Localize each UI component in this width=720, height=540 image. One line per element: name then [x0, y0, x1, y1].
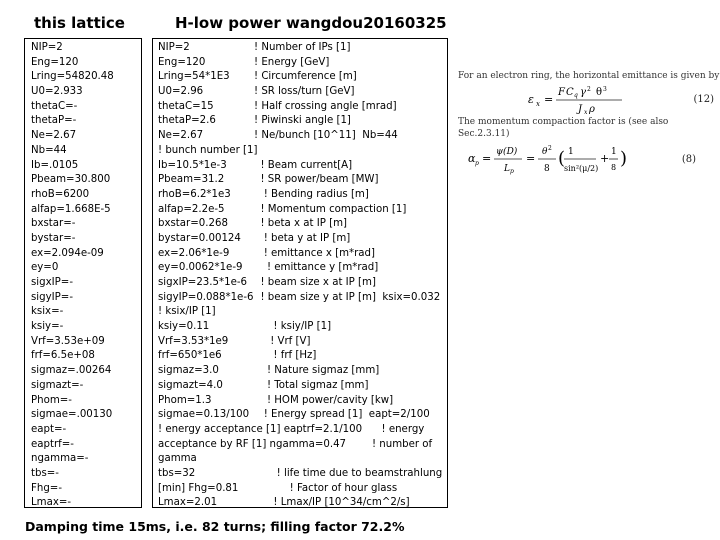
- right-parameter-line: [158, 335, 447, 350]
- parameter-comment: ! SR power/beam [MW]: [254, 174, 379, 186]
- svg-text:2: 2: [548, 145, 552, 152]
- right-title: H-low power wangdou20160325: [175, 14, 447, 32]
- left-parameter-line: ex=2.094e-09: [31, 247, 104, 259]
- svg-text:1: 1: [611, 147, 617, 157]
- left-parameter-line: rhoB=6200: [31, 188, 90, 200]
- right-parameter-line: [158, 452, 447, 467]
- left-parameter-line: Fhg=-: [31, 482, 62, 494]
- parameter-comment: ! Total sigmaz [mm]: [254, 379, 369, 391]
- left-parameter-line: Phom=-: [31, 394, 72, 406]
- parameter-comment: ! beta x at IP [m]: [254, 218, 348, 230]
- parameter-assignment: Lmax=2.01: [158, 497, 218, 508]
- parameter-comment: ! Nature sigmaz [mm]: [254, 365, 380, 377]
- parameter-assignment: [min] Fhg=0.81: [158, 482, 239, 494]
- parameter-comment: ! life time due to beamstrahlung: [254, 467, 443, 479]
- left-parameter-line: sigmazt=-: [31, 379, 84, 391]
- right-parameter-line: [158, 408, 447, 423]
- parameter-assignment: rhoB=6.2*1e3: [158, 188, 231, 200]
- right-parameter-list: [158, 41, 447, 508]
- svg-text:x: x: [584, 109, 588, 116]
- parameter-comment: ! energy: [362, 423, 425, 435]
- parameter-comment: ! beam size x at IP [m]: [254, 277, 376, 288]
- parameter-assignment: thetaC=15: [158, 100, 214, 112]
- svg-text:ψ(D): ψ(D): [496, 147, 518, 157]
- svg-text:θ: θ: [542, 147, 548, 157]
- parameter-assignment: Vrf=3.53*1e9: [158, 335, 229, 347]
- svg-text:q: q: [574, 92, 578, 99]
- parameter-assignment: ex=2.06*1e-9: [158, 247, 230, 259]
- left-parameter-line: thetaP=-: [31, 115, 77, 127]
- parameter-comment: ! beta y at IP [m]: [254, 232, 351, 244]
- parameter-comment: ! Circumference [m]: [254, 71, 357, 83]
- svg-text:8: 8: [611, 163, 617, 172]
- parameter-assignment: frf=650*1e6: [158, 350, 222, 362]
- svg-text:L: L: [504, 164, 510, 174]
- left-parameter-line: eapt=-: [31, 423, 67, 435]
- parameter-comment: ! emittance y [m*rad]: [254, 262, 379, 274]
- right-parameter-box: [152, 38, 448, 508]
- right-parameter-line: [158, 85, 447, 100]
- right-parameter-line: [158, 129, 447, 144]
- right-parameter-line: [158, 438, 447, 453]
- svg-text:p: p: [475, 160, 479, 167]
- svg-text:1: 1: [568, 147, 574, 157]
- parameter-assignment: bxstar=0.268: [158, 218, 228, 230]
- parameter-assignment: ey=0.0062*1e-9: [158, 262, 243, 274]
- right-parameter-line: [158, 394, 447, 409]
- parameter-comment: ! Lmax/IP [10^34/cm^2/s]: [254, 497, 410, 508]
- parameter-comment: ! Piwinski angle [1]: [254, 115, 351, 127]
- right-parameter-line: [158, 482, 447, 497]
- left-parameter-line: ngamma=-: [31, 453, 89, 465]
- svg-text:ε: ε: [528, 93, 534, 106]
- parameter-assignment: Phom=1.3: [158, 394, 212, 406]
- parameter-assignment: Eng=120: [158, 56, 206, 68]
- svg-text:=: =: [526, 152, 536, 165]
- right-parameter-line: [158, 379, 447, 394]
- right-parameter-line: [158, 203, 447, 218]
- right-parameter-line: [158, 100, 447, 115]
- left-parameter-line: Vrf=3.53e+09: [31, 335, 105, 347]
- svg-text:(: (: [558, 148, 566, 169]
- right-parameter-line: [158, 349, 447, 364]
- svg-text:ρ: ρ: [589, 104, 595, 115]
- svg-text:θ: θ: [596, 87, 603, 98]
- svg-text:C: C: [566, 87, 574, 98]
- left-parameter-line: sigxIP=-: [31, 277, 73, 288]
- left-parameter-line: Lring=54820.48: [31, 71, 114, 83]
- parameter-assignment: ! ksix/IP [1]: [158, 306, 216, 318]
- parameter-assignment: Pbeam=31.2: [158, 174, 225, 186]
- parameter-assignment: sigmazt=4.0: [158, 379, 223, 391]
- left-parameter-line: U0=2.933: [31, 86, 83, 98]
- parameter-comment: ! Vrf [V]: [254, 335, 311, 347]
- right-parameter-line: [158, 70, 447, 85]
- parameter-assignment: Ne=2.67: [158, 130, 204, 142]
- paper-excerpt: [458, 70, 720, 210]
- right-parameter-line: [158, 423, 447, 438]
- left-parameter-line: sigyIP=-: [31, 291, 73, 303]
- left-parameter-line: sigmaz=.00264: [31, 365, 112, 377]
- right-parameter-line: [158, 232, 447, 247]
- right-parameter-line: [158, 467, 447, 482]
- left-parameter-line: ksix=-: [31, 306, 64, 318]
- left-parameter-line: eaptrf=-: [31, 438, 74, 450]
- svg-text:8: 8: [544, 164, 550, 174]
- parameter-comment: ! number of: [346, 438, 433, 450]
- svg-text:F: F: [558, 87, 565, 98]
- right-parameter-line: [158, 305, 447, 320]
- right-parameter-line: [158, 144, 447, 159]
- emittance-equation: [458, 82, 716, 116]
- svg-text:+: +: [600, 152, 610, 165]
- parameter-assignment: U0=2.96: [158, 86, 204, 98]
- parameter-comment: ! emittance x [m*rad]: [254, 247, 375, 259]
- right-parameter-line: [158, 276, 447, 291]
- parameter-comment: ! Energy [GeV]: [254, 56, 330, 68]
- svg-text:p: p: [510, 168, 514, 175]
- left-parameter-line: Ib=.0105: [31, 159, 79, 171]
- left-parameter-line: Lmax=-: [31, 497, 72, 509]
- svg-text:=: =: [544, 93, 554, 106]
- svg-text:α: α: [468, 152, 476, 165]
- parameter-assignment: ! energy acceptance [1] eaptrf=2.1/100: [158, 423, 363, 435]
- parameter-assignment: alfap=2.2e-5: [158, 203, 225, 215]
- left-parameter-line: Pbeam=30.800: [31, 174, 111, 186]
- parameter-comment: ! Half crossing angle [mrad]: [254, 100, 397, 112]
- footer-summary: Damping time 15ms, i.e. 82 turns; filling factor 72.2%: [25, 519, 405, 534]
- parameter-comment: ! beam size y at IP [m] ksix=0.032: [254, 291, 441, 303]
- svg-text:x: x: [536, 100, 540, 108]
- parameter-assignment: Ib=10.5*1e-3: [158, 159, 227, 171]
- left-parameter-line: sigmae=.00130: [31, 409, 113, 421]
- left-title: this lattice: [34, 14, 125, 32]
- parameter-comment: ! Momentum compaction [1]: [254, 203, 407, 215]
- right-parameter-line: [158, 261, 447, 276]
- right-parameter-line: [158, 159, 447, 174]
- left-parameter-line: Eng=120: [31, 56, 79, 68]
- parameter-comment: ! Bending radius [m]: [254, 188, 369, 200]
- right-parameter-line: [158, 188, 447, 203]
- parameter-assignment: ! bunch number [1]: [158, 144, 258, 156]
- parameter-comment: ! Factor of hour glass: [254, 482, 398, 494]
- right-parameter-line: [158, 320, 447, 335]
- left-parameter-line: Nb=44: [31, 144, 67, 156]
- left-parameter-line: frf=6.5e+08: [31, 350, 95, 362]
- equation-number-8: (8): [681, 154, 696, 165]
- svg-text:sin²(μ/2): sin²(μ/2): [564, 164, 599, 173]
- svg-text:3: 3: [603, 86, 607, 93]
- parameter-assignment: tbs=32: [158, 467, 196, 479]
- momentum-compaction-equation: [458, 140, 716, 176]
- svg-text:J: J: [578, 104, 583, 115]
- left-parameter-line: NIP=2: [31, 42, 63, 53]
- parameter-assignment: acceptance by RF [1] ngamma=0.47: [158, 438, 347, 450]
- paper-line-2: The momentum compaction factor is (see also: [458, 117, 669, 127]
- right-parameter-line: [158, 114, 447, 129]
- left-parameter-line: ksiy=-: [31, 321, 64, 333]
- left-parameter-line: bystar=-: [31, 232, 76, 244]
- parameter-assignment: NIP=2: [158, 42, 190, 53]
- right-parameter-line: [158, 41, 447, 56]
- parameter-assignment: sigmaz=3.0: [158, 365, 219, 377]
- left-parameter-line: alfap=1.668E-5: [31, 203, 111, 215]
- parameter-comment: ! SR loss/turn [GeV]: [254, 86, 355, 98]
- right-parameter-line: [158, 496, 447, 508]
- right-parameter-line: [158, 247, 447, 262]
- parameter-comment: ! ksiy/IP [1]: [254, 321, 332, 333]
- svg-text:): ): [620, 148, 628, 169]
- parameter-assignment: thetaP=2.6: [158, 115, 216, 127]
- right-parameter-line: [158, 217, 447, 232]
- paper-line-1: For an electron ring, the horizontal emittance is given by: [458, 71, 720, 81]
- left-parameter-line: tbs=-: [31, 467, 59, 479]
- paper-line-3: Sec.2.3.11): [458, 129, 510, 139]
- equation-number-12: (12): [693, 94, 714, 105]
- left-parameter-list: [31, 41, 141, 511]
- parameter-comment: ! frf [Hz]: [254, 350, 317, 362]
- right-parameter-line: [158, 291, 447, 306]
- left-parameter-line: ey=0: [31, 262, 59, 274]
- left-parameter-line: Ne=2.67: [31, 130, 77, 142]
- parameter-assignment: gamma: [158, 453, 197, 465]
- parameter-assignment: sigxIP=23.5*1e-6: [158, 277, 248, 288]
- parameter-comment: ! HOM power/cavity [kw]: [254, 394, 394, 406]
- right-parameter-line: [158, 173, 447, 188]
- left-parameter-line: thetaC=-: [31, 100, 78, 112]
- right-parameter-line: [158, 364, 447, 379]
- parameter-assignment: Lring=54*1E3: [158, 71, 230, 83]
- parameter-comment: ! Ne/bunch [10^11] Nb=44: [254, 130, 398, 142]
- parameter-assignment: bystar=0.00124: [158, 232, 241, 244]
- left-parameter-box: [24, 38, 142, 508]
- parameter-assignment: sigmae=0.13/100: [158, 409, 250, 421]
- parameter-assignment: sigyIP=0.088*1e-6: [158, 291, 254, 303]
- svg-text:γ: γ: [580, 87, 586, 98]
- right-parameter-line: [158, 56, 447, 71]
- parameter-assignment: ksiy=0.11: [158, 321, 210, 333]
- parameter-comment: ! Energy spread [1] eapt=2/100: [254, 409, 430, 421]
- svg-text:2: 2: [587, 86, 591, 93]
- svg-text:=: =: [482, 152, 492, 165]
- parameter-comment: ! Number of IPs [1]: [254, 42, 351, 53]
- parameter-comment: ! Beam current[A]: [254, 159, 353, 171]
- left-parameter-line: bxstar=-: [31, 218, 76, 230]
